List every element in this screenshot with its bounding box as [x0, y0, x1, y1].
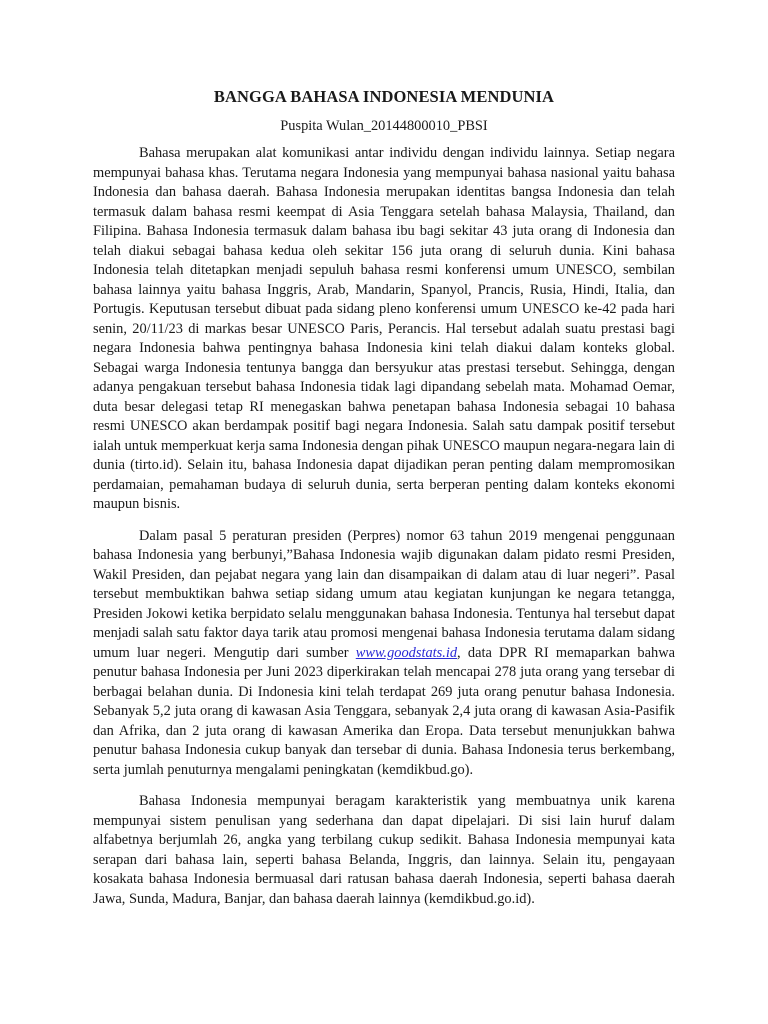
author-line: Puspita Wulan_20144800010_PBSI [280, 118, 488, 134]
paragraph-2-text-before-link: Dalam pasal 5 peraturan presiden (Perpres) nomor 63 tahun 2019 mengenai penggunaan bahasa Indonesia yang berbunyi,”Bahasa Indonesia wajib digunakan dalam pidato resmi Presiden, Wakil Presiden, dan pejabat negara yang lain dan disampaikan di dalam atau di luar negeri”. Pasal tersebut membuktikan bahwa setiap sidang umum atau kegiatan kunjungan ke negara tetangga, Presiden Jokowi ketika berpidato selalu menggunakan bahasa Indonesia. Tentunya hal tersebut dapat menjadi salah satu faktor daya tarik atau promosi mengenai bahasa Indonesia terutama dalam sidang umum luar negeri. Mengutip dari sumber [93, 527, 675, 661]
goodstats-link[interactable]: www.goodstats.id [355, 644, 458, 661]
paragraph-2-text-after-link: , data DPR RI memaparkan bahwa penutur bahasa Indonesia per Juni 2023 diperkirakan telah mencapai 278 juta orang yang tersebar di berbagai belahan dunia. Di Indonesia kini telah terdapat 269 juta orang penutur bahasa Indonesia. Sebanyak 5,2 juta orang di kawasan Asia Tenggara, sebanyak 2,4 juta orang di kawasan Asia-Pasifik dan Afrika, dan 2 juta orang di kawasan Amerika dan Eropa. Data tersebut menunjukkan bahwa penutur bahasa Indonesia cukup banyak dan tersebar di dunia. Bahasa Indonesia terus berkembang, serta jumlah penuturnya mengalami peningkatan (kemdikbud.go). [93, 644, 675, 778]
paragraph-1: Bahasa merupakan alat komunikasi antar individu dengan individu lainnya. Setiap negara mempunyai bahasa khas. Terutama negara Indonesia yang mempunyai bahasa nasional yaitu bahasa Indonesia dan bahasa daerah. Bahasa Indonesia merupakan identitas bangsa Indonesia dan telah termasuk dalam bahasa resmi keempat di Asia Tenggara setelah bahasa Malaysia, Thailand, dan Filipina. Bahasa Indonesia termasuk dalam bahasa ibu bagi sekitar 43 juta orang di Indonesia dan telah diakui sebagai bahasa kedua oleh sekitar 156 juta orang di seluruh dunia. Kini bahasa Indonesia telah ditetapkan menjadi sepuluh bahasa resmi konferensi umum UNESCO, sembilan bahasa lainnya yaitu bahasa Inggris, Arab, Mandarin, Spanyol, Prancis, Rusia, Hindi, Italia, dan Portugis. Keputusan tersebut dibuat pada sidang pleno konferensi umum UNESCO ke-42 pada hari senin, 20/11/23 di markas besar UNESCO Paris, Perancis. Hal tersebut adalah suatu prestasi bagi negara Indonesia bahwa pentingnya bahasa Indonesia kini telah diakui dalam konteks global. Sebagai warga Indonesia tentunya bangga dan bersyukur atas prestasi tersebut. Sehingga, dengan adanya pengakuan tersebut bahasa Indonesia tidak lagi dipandang sebelah mata. Mohamad Oemar, duta besar delegasi tetap RI menegaskan bahwa penetapan bahasa Indonesia sebagai 10 bahasa resmi UNESCO akan berdampak positif bagi negara Indonesia. Salah satu dampak positif tersebut ialah untuk memperkuat kerja sama Indonesia dengan pihak UNESCO maupun negara-negara lain di dunia (tirto.id). Selain itu, bahasa Indonesia dapat dijadikan peran penting dalam mempromosikan perdamaian, pemahaman budaya di seluruh dunia, serta berperan penting dalam konteks ekonomi maupun bisnis. [93, 145, 675, 512]
document-page [93, 86, 675, 921]
document-title: BANGGA BAHASA INDONESIA MENDUNIA [213, 87, 555, 106]
paragraph-2 [93, 527, 675, 781]
paragraph-3: Bahasa Indonesia mempunyai beragam karakteristik yang membuatnya unik karena mempunyai sistem penulisan yang sederhana dan dapat dipelajari. Di sisi lain huruf dalam alfabetnya berjumlah 26, angka yang terbilang cukup sedikit. Bahasa Indonesia mempunyai kata serapan dari bahasa lain, seperti bahasa Belanda, Inggris, dan lainnya. Selain itu, pengayaan kosakata bahasa Indonesia bermuasal dari ratusan bahasa daerah Indonesia, seperti bahasa daerah Jawa, Sunda, Madura, Banjar, dan bahasa daerah lainnya (kemdikbud.go.id). [93, 793, 675, 907]
